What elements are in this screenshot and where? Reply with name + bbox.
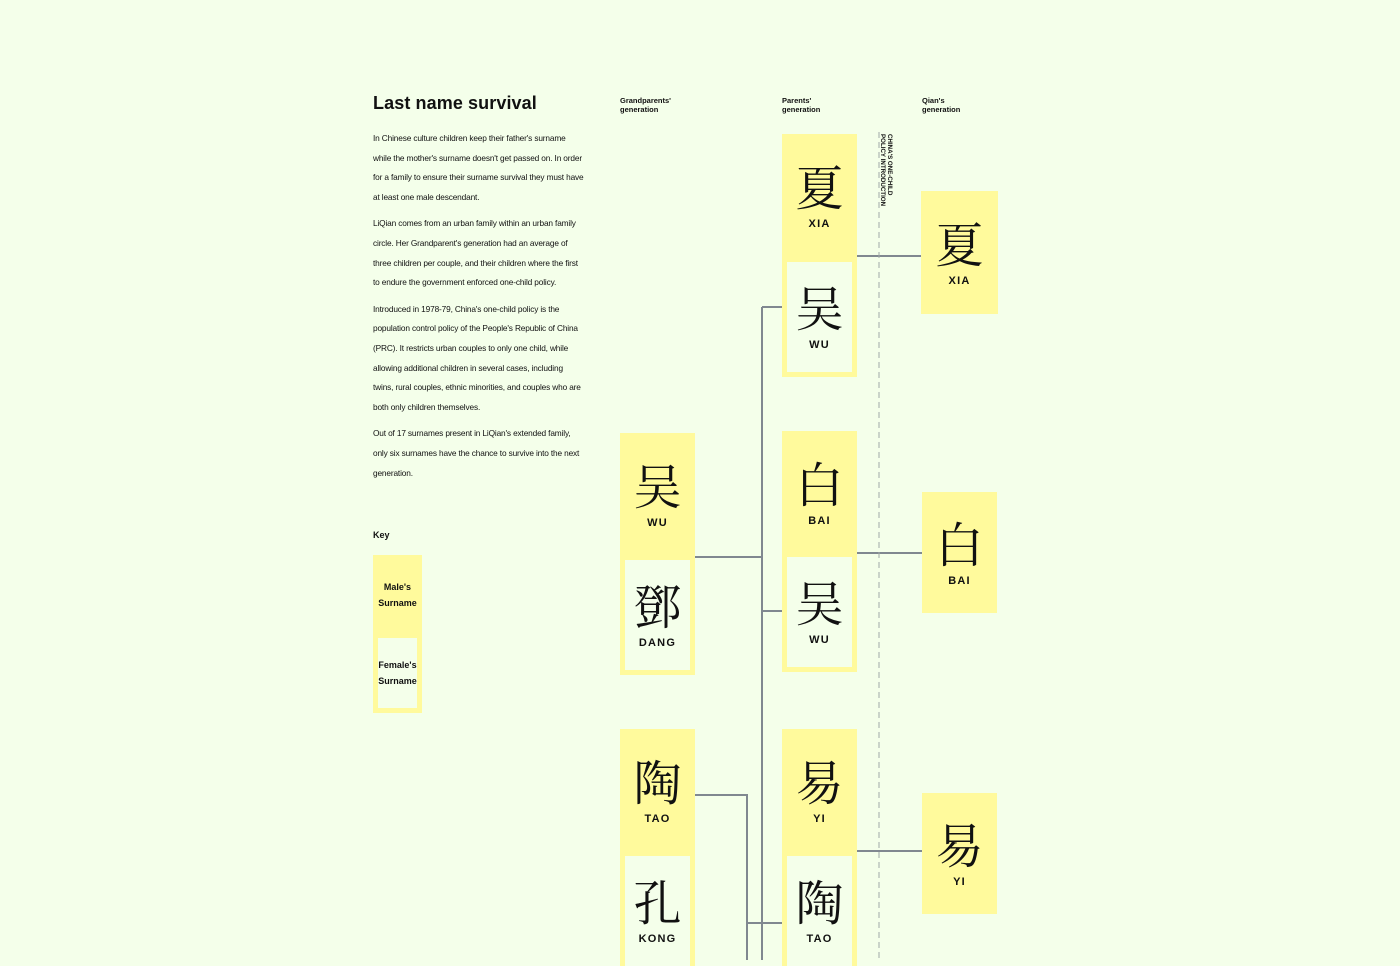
surname-label: YI	[813, 813, 826, 825]
policy-marker-l2: POLICY INTRODUCTION	[879, 134, 886, 207]
header-grandparents-l2: generation	[620, 105, 659, 114]
surname-glyph: 陶	[795, 876, 844, 932]
key-female-label-2: Surname	[378, 676, 417, 686]
qian-card-xia	[922, 192, 997, 313]
surname-glyph: 陶	[633, 756, 682, 812]
parent-female-card-tao	[787, 856, 852, 966]
key-title: Key	[373, 530, 390, 540]
intro-paragraph-3: Introduced in 1978-79, China's one-child policy is the population control policy of the People's Republic of China (PRC). It restricts urban couples to only one child, while allowing additional children in several cases, including twins, rural couples, ethnic minorities, and couples who are both only children themselves.	[373, 303, 581, 412]
intro-paragraph-1: In Chinese culture children keep their father's surname while the mother's surname doesn't get passed on. In order for a family to ensure their surname survival they must have at least one male descendant.	[373, 133, 584, 202]
intro-paragraph-2: LiQian comes from an urban family within an urban family circle. Her Grandparent's generation had an average of three children per couple, and their children where the first to endure the government enforced one-child policy.	[373, 218, 578, 288]
surname-glyph: 夏	[935, 217, 984, 274]
grandparent-male-card-wu	[620, 433, 695, 557]
policy-marker-l1: CHINA'S ONE-CHILD	[886, 134, 893, 196]
surname-label: BAI	[808, 515, 831, 527]
header-parents-l2: generation	[782, 105, 821, 114]
surname-label: WU	[809, 634, 830, 646]
surname-label: XIA	[948, 274, 971, 287]
key-female-label-1: Female's	[378, 660, 417, 670]
surname-glyph: 鄧	[633, 580, 682, 636]
parent-male-card-yi	[782, 729, 857, 853]
parent-male-card-xia	[782, 134, 857, 258]
surname-glyph: 白	[795, 458, 844, 514]
surname-label: TAO	[644, 813, 671, 825]
connector-wu-dang-to-parents	[695, 307, 782, 960]
surname-glyph: 孔	[633, 876, 682, 932]
parent-female-card-wu	[787, 262, 852, 372]
surname-label: KONG	[638, 933, 677, 945]
surname-label: XIA	[808, 218, 831, 230]
grandparent-female-card-dang	[625, 560, 690, 670]
surname-label: WU	[809, 339, 830, 351]
header-qian	[922, 96, 992, 114]
surname-label: BAI	[948, 574, 971, 587]
grandparent-male-card-tao	[620, 729, 695, 853]
key-male-label-1: Male's	[383, 582, 412, 592]
header-parents-l1: Parents'	[782, 96, 812, 105]
surname-glyph: 夏	[795, 161, 844, 217]
qian-card-yi	[922, 793, 997, 914]
surname-glyph: 吴	[795, 282, 844, 338]
surname-glyph: 吴	[633, 460, 682, 516]
qian-card-bai	[922, 492, 997, 613]
parent-male-card-bai	[782, 431, 857, 555]
grandparent-female-card-kong	[625, 856, 690, 966]
header-parents	[782, 96, 852, 114]
surname-label: WU	[647, 517, 668, 529]
key-male-swatch	[373, 555, 422, 635]
header-grandparents	[620, 96, 690, 114]
key-female-swatch	[378, 638, 417, 708]
surname-label: DANG	[638, 637, 677, 649]
surname-label: TAO	[806, 933, 833, 945]
connector-tao-kong-to-parents	[695, 795, 782, 960]
surname-glyph: 易	[795, 756, 844, 812]
surname-glyph: 易	[935, 818, 984, 875]
policy-marker-label	[879, 134, 893, 206]
intro-paragraph-4: Out of 17 surnames present in LiQian's extended family, only six surnames have the chance to survive into the next generation.	[373, 428, 580, 478]
header-grandparents-l1: Grandparents'	[620, 96, 671, 105]
header-qian-l2: generation	[922, 105, 961, 114]
parent-female-card-wu-2	[787, 557, 852, 667]
key-male-label-2: Surname	[378, 598, 417, 608]
surname-label: YI	[953, 875, 966, 888]
page-title: Last name survival	[373, 93, 537, 113]
header-qian-l1: Qian's	[922, 96, 945, 105]
intro-text	[373, 129, 585, 490]
surname-glyph: 吴	[795, 577, 844, 633]
surname-glyph: 白	[935, 517, 984, 574]
